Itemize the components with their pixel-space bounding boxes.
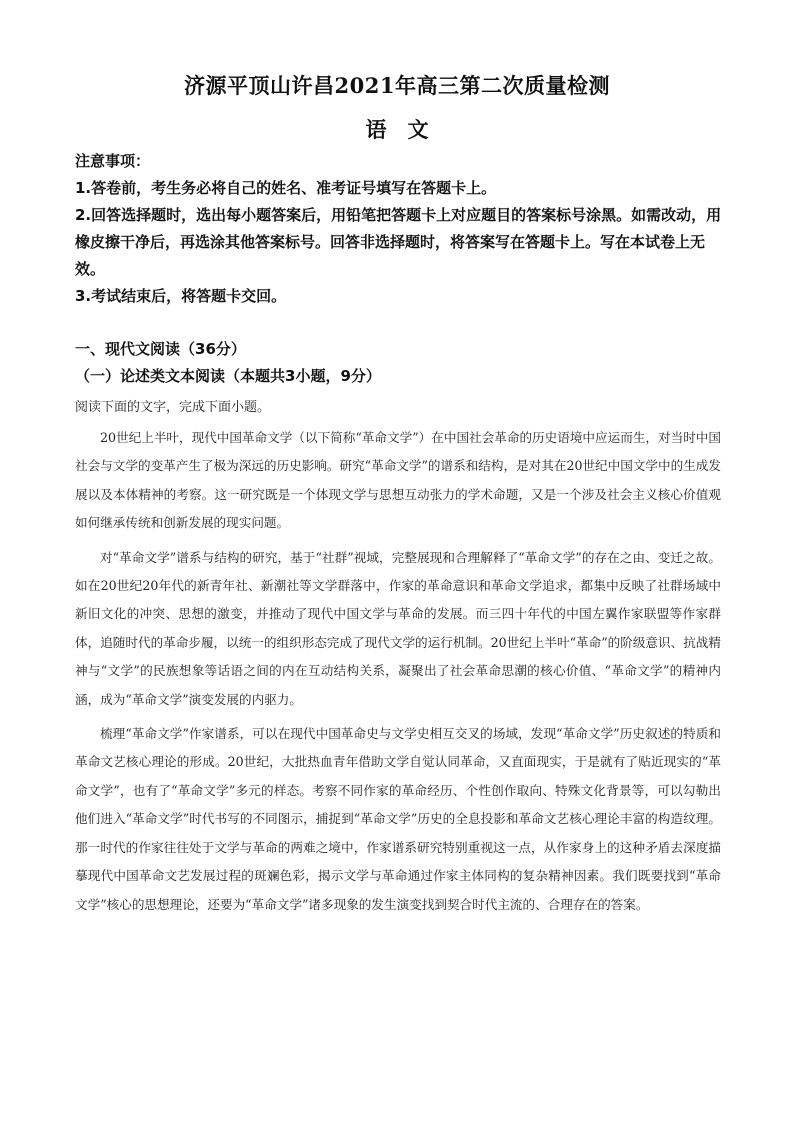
exam-title: 济源平顶山许昌2021年高三第二次质量检测 <box>184 73 610 98</box>
notes-block <box>75 148 725 310</box>
article-paragraph: 梳理“革命文学”作家谱系，可以在现代中国革命史与文学史相互交叉的场域，发现“革命文学”历史叙述的特质和革命文艺核心理论的形成。20世纪，大批热血青年借助文学自觉认同革命，又直面现实，于是就有了贴近现实的“革命文学”，也有了“革命文学”多元的样态。考察不同作家的革命经历、个性创作取向、特殊文化背景等，可以勾勒出他们进入“革命文学”时代书写的不同图示，捕捉到“革命文学”历史的全息投影和革命文艺核心理论丰富的构造纹理。那一时代的作家往往处于文学与革命的两难之境中，作家谱系研究特别重视这一点，从作家身上的这种矛盾去深度描摹现代中国革命文艺发展过程的斑斓色彩，揭示文学与革命通过作家主体同构的复杂精神因素。我们既要找到“革命文学”核心的思想理论，还要为“革命文学”诸多现象的发生演变找到契合时代主流的、合理存在的答案。 <box>75 726 721 912</box>
section-part-heading: 一、现代文阅读（36分） <box>75 340 246 358</box>
note-item: 3.考试结束后，将答题卡交回。 <box>75 287 287 305</box>
reading-instruction: 阅读下面的文字，完成下面小题。 <box>75 400 271 415</box>
notes-heading: 注意事项： <box>75 152 151 170</box>
reading-article <box>75 424 721 925</box>
note-item: 2.回答选择题时，选出每小题答案后，用铅笔把答题卡上对应题目的答案标号涂黑。如需改动，用橡皮擦干净后，再选涂其他答案标号。回答非选择题时，将答案写在答题卡上。写在本试卷上无效。 <box>75 206 722 278</box>
note-item: 1.答卷前，考生务必将自己的姓名、准考证号填写在答题卡上。 <box>75 179 497 197</box>
section-headings <box>75 336 725 390</box>
subject-heading: 语 文 <box>365 117 429 142</box>
section-sub-heading: （一）论述类文本阅读（本题共3小题，9分） <box>75 367 381 385</box>
article-paragraph: 对“革命文学”谱系与结构的研究，基于“社群”视域，完整展现和合理解释了“革命文学”的存在之由、变迁之故。如在20世纪20年代的新青年社、新潮社等文学群落中，作家的革命意识和革命文学追求，都集中反映了社群场域中新旧文化的冲突、思想的激变，并推动了现代中国文学与革命的发展。而三四十年代的中国左翼作家联盟等作家群体，追随时代的革命步履，以统一的组织形态完成了现代文学的运行机制。20世纪上半叶“革命”的阶级意识、抗战精神与“文学”的民族想象等话语之间的内在互动结构关系，凝聚出了社会革命思潮的核心价值、“革命文学”的精神内涵，成为“革命文学”演变发展的内驱力。 <box>75 549 721 707</box>
article-paragraph: 20世纪上半叶，现代中国革命文学（以下简称“革命文学”）在中国社会革命的历史语境中应运而生，对当时中国社会与文学的变革产生了极为深远的历史影响。研究“革命文学”的谱系和结构，是对其在20世纪中国文学中的生成发展以及本体精神的考察。这一研究既是一个体现文学与思想互动张力的学术命题，又是一个涉及社会主义核心价值观如何继承传统和创新发展的现实问题。 <box>75 430 721 531</box>
